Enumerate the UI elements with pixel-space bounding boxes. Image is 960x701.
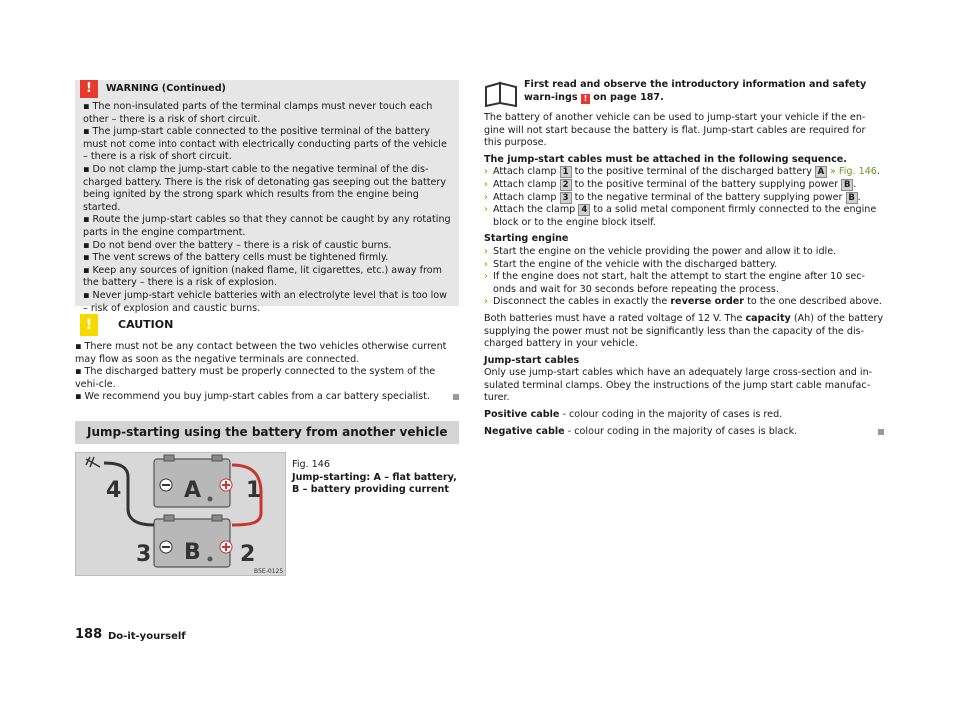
label-4: 4 xyxy=(106,478,122,503)
figure-battery-diagram xyxy=(75,452,286,576)
figure-link[interactable]: » Fig. 146 xyxy=(830,166,877,178)
caution-icon: ! xyxy=(80,314,98,336)
step-arrow-icon: › xyxy=(484,166,488,178)
main-text xyxy=(484,112,884,438)
disconnect-step: › Disconnect the cables in exactly the reverse order to the one described above. xyxy=(484,296,882,308)
label-2: 2 xyxy=(240,542,256,567)
positive-cable: Positive cable - colour coding in the majority of cases is red. xyxy=(484,409,783,421)
figure-caption xyxy=(292,459,458,497)
start-step-2: › Start the engine of the vehicle with the discharged battery. xyxy=(484,258,778,270)
start-step-3: › If the engine does not start, halt the attempt to start the engine after 10 sec-onds and wait for 30 seconds before repeating the process. xyxy=(484,271,865,295)
intro-paragraph: The battery of another vehicle can be used to jump-start your vehicle if the en-gine will not start because the battery is flat. Jump-start cables are required for this purpose. xyxy=(484,112,866,149)
warning-item: ▪ Do not clamp the jump-start cable to the negative terminal of the dis-charged battery. There is the risk of detonating gas seeping out the battery being ignited by the strong spark which results from the engine being started. xyxy=(83,163,447,213)
step-arrow-icon: › xyxy=(484,245,488,257)
caution-header xyxy=(75,314,459,336)
step-arrow-icon: › xyxy=(484,204,488,216)
caution-item: ▪ We recommend you buy jump-start cables from a car battery specialist. xyxy=(75,391,459,404)
warning-icon: ! xyxy=(581,94,590,104)
step-3: › Attach clamp 3 to the negative terminal of the battery supplying power B . xyxy=(484,191,861,203)
battery-diagram-icon xyxy=(76,453,285,575)
warning-item: ▪ Keep any sources of ignition (naked flame, lit cigarettes, etc.) away from the battery – there is a risk of explosion. xyxy=(83,264,442,289)
batteries-paragraph: Both batteries must have a rated voltage of 12 V. The capacity (Ah) of the battery supplying the power must not be significantly less than the capacity of the dis-charged battery in your vehicle. xyxy=(484,312,884,350)
step-arrow-icon: › xyxy=(484,271,488,283)
start-step-1: › Start the engine on the vehicle providing the power and allow it to idle. xyxy=(484,245,837,257)
label-a: A xyxy=(184,478,202,503)
section-title: Jump-starting using the battery from another vehicle xyxy=(87,425,448,440)
warning-item: ▪ The non-insulated parts of the terminal clamps must never touch each other – there is a risk of short circuit. xyxy=(83,101,433,125)
caution-item: ▪ The discharged battery must be properly connected to the system of the vehi-cle. xyxy=(75,366,436,390)
cables-heading: Jump-start cables xyxy=(484,354,580,366)
page-number: 188 xyxy=(75,627,103,642)
read-first-text: First read and observe the introductory information and safety warn-ings ! on page 187. xyxy=(524,79,867,103)
warning-item: ▪ The vent screws of the battery cells must be tightened firmly. xyxy=(83,252,389,264)
warning-item: ▪ The jump-start cable connected to the positive terminal of the battery must not come into contact with electrically conducting parts of the vehicle – there is a risk of short circuit. xyxy=(83,126,447,163)
starting-heading: Starting engine xyxy=(484,233,569,245)
label-1: 1 xyxy=(246,478,262,503)
warning-title: WARNING (Continued) xyxy=(106,82,226,94)
warning-header xyxy=(75,80,459,98)
warning-item: ▪ Do not bend over the battery – there is a risk of caustic burns. xyxy=(83,239,392,251)
step-1: › Attach clamp 1 to the positive terminal of the discharged battery A » Fig. 146. xyxy=(484,166,880,178)
figure-number: Fig. 146 xyxy=(292,459,330,470)
step-arrow-icon: › xyxy=(484,258,488,270)
warning-list xyxy=(75,98,459,315)
label-3: 3 xyxy=(136,542,152,567)
warning-box xyxy=(75,80,459,314)
step-2: › Attach clamp 2 to the positive terminal of the battery supplying power B . xyxy=(484,178,857,190)
book-icon xyxy=(484,79,524,107)
step-arrow-icon: › xyxy=(484,296,488,308)
sequence-heading: The jump-start cables must be attached in the following sequence. xyxy=(484,153,847,165)
page-section-name: Do-it-yourself xyxy=(108,631,186,642)
cables-paragraph: Only use jump-start cables which have an adequately large cross-section and in-sulated terminal clamps. Obey the instructions of the jump start cable manufac-turer. xyxy=(484,367,873,404)
label-b: B xyxy=(184,540,201,565)
caution-title: CAUTION xyxy=(118,317,174,331)
warning-icon: ! xyxy=(80,80,98,98)
caution-item: ▪ There must not be any contact between the two vehicles otherwise current may flow as soon as the negative terminals are connected. xyxy=(75,341,447,365)
warning-item: ▪ Never jump-start vehicle batteries with an electrolyte level that is too low – risk of explosion and caustic burns. xyxy=(83,289,447,314)
negative-cable: Negative cable - colour coding in the majority of cases is black. xyxy=(484,426,884,439)
section-heading xyxy=(75,421,459,444)
warning-item: ▪ Route the jump-start cables so that they cannot be caught by any rotating parts in the engine compartment. xyxy=(83,214,451,238)
step-arrow-icon: › xyxy=(484,178,488,190)
figure-description: Jump-starting: A – flat battery, B – battery providing current xyxy=(292,471,457,496)
figure-code: B5E-0125 xyxy=(254,568,284,575)
end-marker-icon xyxy=(878,429,884,435)
step-arrow-icon: › xyxy=(484,191,488,203)
step-4: › Attach the clamp 4 to a solid metal component firmly connected to the engine block or to the engine block itself. xyxy=(484,204,877,228)
end-marker-icon xyxy=(453,394,459,400)
caution-list xyxy=(75,341,459,404)
read-first-notice xyxy=(484,79,884,109)
